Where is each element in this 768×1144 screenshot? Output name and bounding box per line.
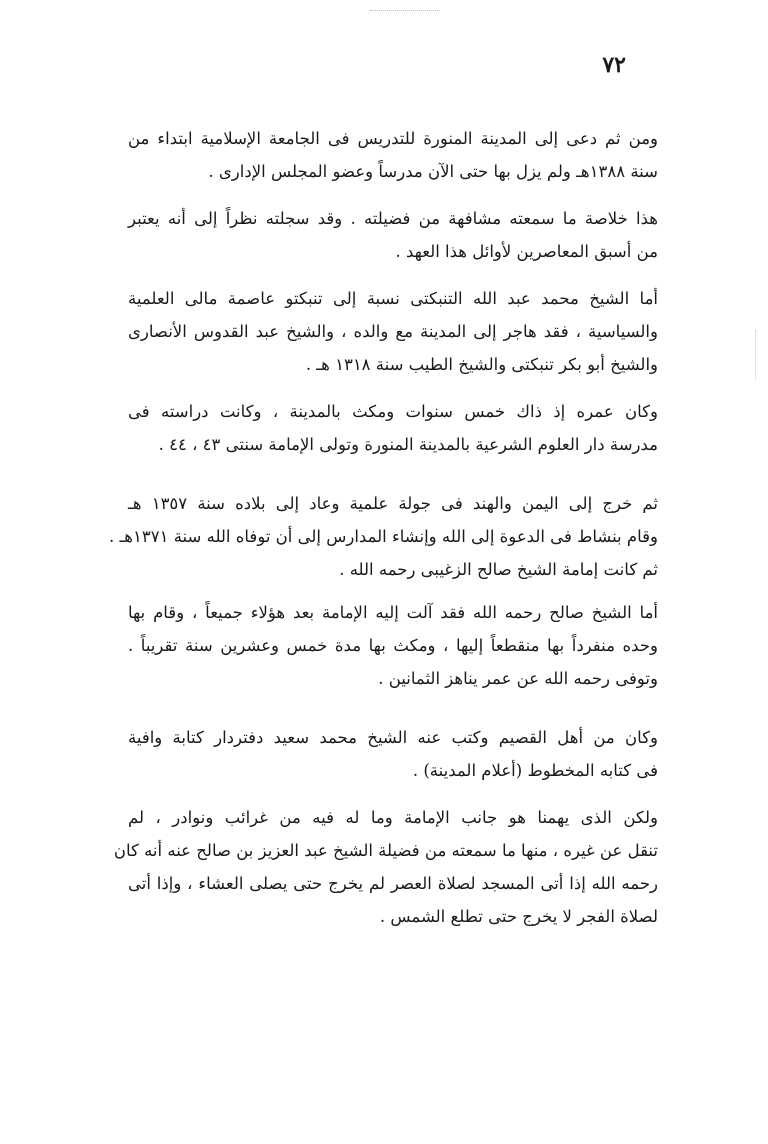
paragraph	[113, 801, 658, 933]
text-line: لصلاة الفجر لا يخرج حتى تطلع الشمس .	[379, 907, 658, 926]
paragraph	[128, 395, 658, 461]
text-line: والسياسية ، فقد هاجر إلى المدينة مع والده ، والشيخ عبد القدوس الأنصارى	[128, 322, 658, 341]
text-line: ثم خرج إلى اليمن والهند فى جولة علمية وعاد إلى بلاده سنة ١٣٥٧ هـ	[128, 494, 659, 513]
text-line: وحده منفرداً بها منقطعاً إليها ، ومكث بها مدة خمس وعشرين سنة تقريباً .	[128, 636, 658, 655]
text-line: فى كتابه المخطوط (أعلام المدينة) .	[412, 761, 658, 780]
text-line: أما الشيخ صالح رحمه الله فقد آلت إليه الإمامة بعد هؤلاء جميعاً ، وقام بها	[128, 603, 658, 622]
paragraph	[128, 122, 658, 188]
text-line: هذا خلاصة ما سمعته مشافهة من فضيلته . وقد سجلته نظراً إلى أنه يعتبر	[128, 209, 658, 228]
paragraph	[128, 596, 658, 695]
scan-mark-side	[753, 330, 756, 380]
text-line: من أسبق المعاصرين لأوائل هذا العهد .	[395, 242, 658, 261]
text-line: ولكن الذى يهمنا هو جانب الإمامة وما له فيه من غرائب ونوادر ، لم	[128, 808, 658, 827]
text-line: أما الشيخ محمد عبد الله التنبكتى نسبة إلى تنبكتو عاصمة مالى العلمية	[128, 289, 658, 308]
text-line: رحمه الله إذا أتى المسجد لصلاة العصر لم يخرج حتى يصلى العشاء ، وإذا أتى	[128, 874, 658, 893]
text-line: مدرسة دار العلوم الشرعية بالمدينة المنورة وتولى الإمامة سنتى ٤٣ ، ٤٤ .	[158, 435, 658, 454]
page-body	[108, 122, 659, 933]
paragraph	[128, 721, 658, 787]
text-line: وقام بنشاط فى الدعوة إلى الله وإنشاء المدارس إلى أن توفاه الله سنة ١٣٧١هـ .	[108, 527, 658, 546]
paragraph	[108, 487, 659, 586]
text-line: وتوفى رحمه الله عن عمر يناهز الثمانين .	[378, 669, 658, 688]
page-number: ٧٢	[602, 52, 626, 78]
paragraph	[128, 282, 658, 381]
paragraph	[128, 202, 658, 268]
text-line: وكان من أهل القصيم وكتب عنه الشيخ محمد سعيد دفتردار كتابة وافية	[128, 728, 658, 747]
text-line: سنة ١٣٨٨هـ ولم يزل بها حتى الآن مدرساً وعضو المجلس الإدارى .	[208, 162, 658, 181]
text-line: تنقل عن غيره ، منها ما سمعته من فضيلة الشيخ عبد العزيز بن صالح عنه أنه كان	[113, 841, 658, 860]
text-line: ومن ثم دعى إلى المدينة المنورة للتدريس فى الجامعة الإسلامية ابتداء من	[128, 129, 658, 148]
text-line: والشيخ أبو بكر تنبكتى والشيخ الطيب سنة ١٣١٨ هـ .	[305, 355, 658, 374]
text-line: وكان عمره إذ ذاك خمس سنوات ومكث بالمدينة ، وكانت دراسته فى	[128, 402, 658, 421]
scan-mark-top	[370, 10, 440, 14]
text-line: ثم كانت إمامة الشيخ صالح الزغيبى رحمه الله .	[339, 560, 658, 579]
